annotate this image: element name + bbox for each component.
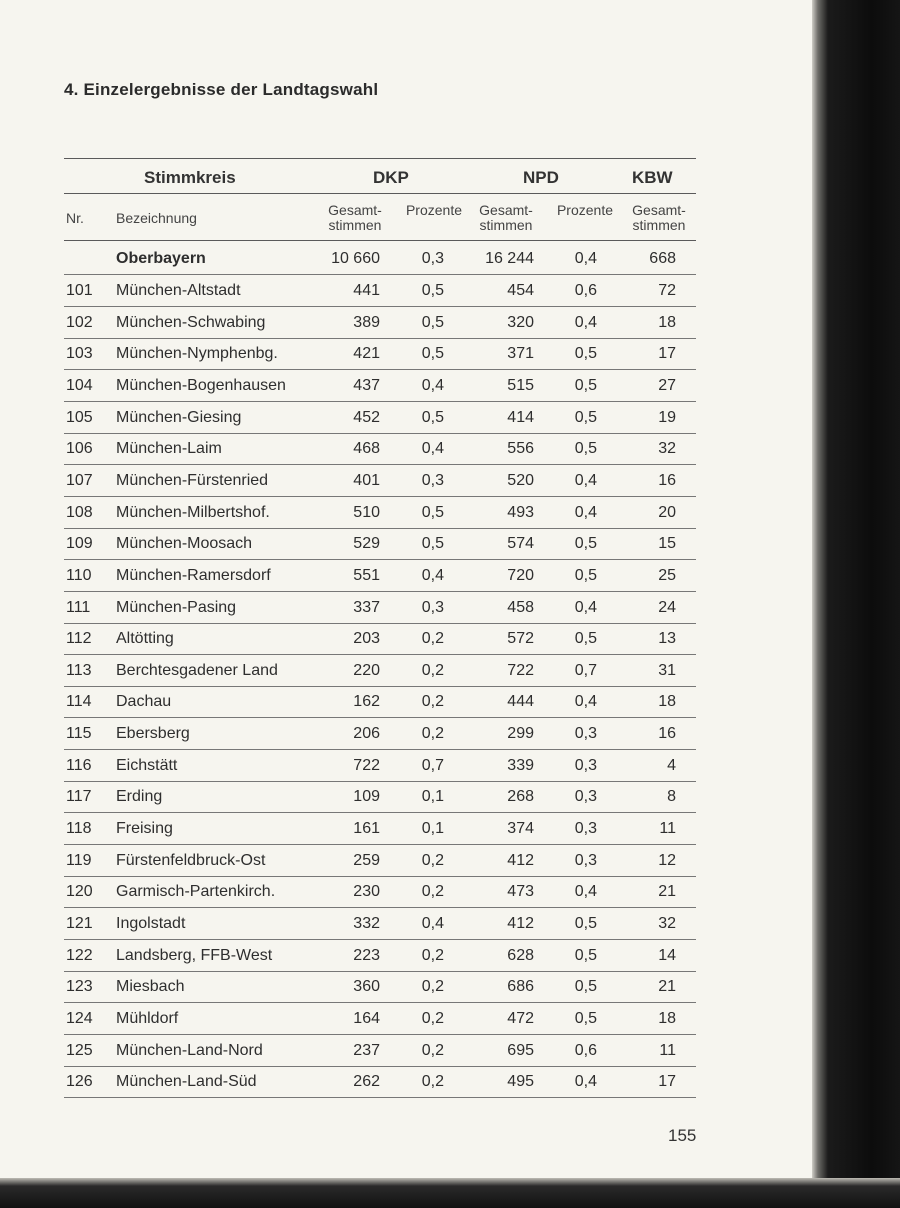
header-gesamt-line1: Gesamt- [632, 202, 686, 218]
row-divider [64, 591, 696, 592]
cell-npd-gesamt: 515 [507, 376, 534, 394]
summary-dkp-total: 10 660 [331, 250, 380, 267]
row-divider [64, 717, 696, 718]
cell-npd-prozente: 0,4 [574, 313, 597, 331]
cell-bezeichnung: Fürstenfeldbruck-Ost [116, 851, 266, 869]
cell-bezeichnung: Dachau [116, 693, 172, 711]
cell-bezeichnung: Miesbach [116, 978, 185, 996]
cell-nr: 119 [66, 851, 92, 869]
cell-dkp-prozente: 0,2 [421, 978, 444, 996]
row-divider [64, 623, 696, 624]
cell-npd-gesamt: 268 [507, 788, 534, 806]
cell-kbw-gesamt: 21 [658, 883, 676, 901]
row-divider [64, 1097, 696, 1098]
header-group-rule [64, 193, 696, 194]
cell-dkp-prozente: 0,2 [421, 946, 444, 964]
cell-nr: 124 [66, 1009, 93, 1027]
cell-npd-prozente: 0,4 [574, 693, 597, 711]
cell-kbw-gesamt: 21 [658, 978, 676, 996]
cell-npd-prozente: 0,4 [574, 471, 597, 489]
header-gesamt-line2: stimmen [328, 217, 382, 233]
cell-bezeichnung: Mühldorf [116, 1009, 179, 1027]
header-gesamt-line1: Gesamt- [479, 202, 533, 218]
row-divider [64, 433, 696, 434]
row-divider [64, 369, 696, 370]
cell-dkp-prozente: 0,2 [421, 1009, 444, 1027]
cell-dkp-prozente: 0,2 [421, 661, 444, 679]
cell-dkp-prozente: 0,5 [421, 503, 444, 521]
cell-dkp-prozente: 0,2 [421, 851, 444, 869]
cell-dkp-gesamt: 389 [353, 313, 380, 331]
cell-dkp-gesamt: 452 [353, 408, 380, 426]
cell-kbw-gesamt: 32 [658, 915, 676, 932]
cell-npd-gesamt: 574 [507, 535, 534, 553]
cell-npd-prozente: 0,4 [574, 598, 597, 616]
cell-dkp-prozente: 0,7 [421, 756, 444, 774]
header-kbw: KBW [632, 168, 673, 187]
cell-bezeichnung: München-Milbertshof. [116, 503, 270, 521]
cell-kbw-gesamt: 14 [658, 946, 676, 964]
cell-kbw-gesamt: 25 [658, 566, 676, 584]
page-title: 4. Einzelergebnisse der Landtagswahl [64, 80, 379, 99]
cell-bezeichnung: München-Nymphenbg. [116, 345, 278, 363]
cell-kbw-gesamt: 32 [658, 440, 676, 458]
cell-npd-gesamt: 412 [507, 851, 534, 869]
cell-nr: 108 [66, 503, 93, 521]
header-npd: NPD [523, 168, 559, 187]
cell-npd-prozente: 0,5 [574, 915, 597, 932]
book-spine-shadow [812, 0, 900, 1208]
cell-bezeichnung: Erding [116, 788, 163, 806]
cell-npd-gesamt: 454 [507, 282, 534, 299]
row-divider [64, 654, 696, 655]
cell-kbw-gesamt: 20 [658, 503, 676, 521]
cell-bezeichnung: München-Land-Süd [116, 1073, 257, 1091]
cell-bezeichnung: Landsberg, FFB-West [116, 946, 273, 964]
row-divider [64, 559, 696, 560]
cell-kbw-gesamt: 24 [658, 598, 676, 616]
cell-npd-gesamt: 520 [507, 471, 534, 489]
cell-kbw-gesamt: 18 [658, 1009, 676, 1027]
header-npd-prozente: Prozente [556, 202, 614, 218]
cell-npd-gesamt: 299 [507, 725, 534, 743]
cell-nr: 120 [66, 883, 93, 901]
row-divider [64, 528, 696, 529]
row-divider [64, 876, 696, 877]
cell-nr: 113 [66, 661, 92, 679]
header-bezeichnung: Bezeichnung [116, 210, 197, 226]
cell-dkp-gesamt: 337 [353, 598, 380, 616]
cell-bezeichnung: München-Fürstenried [116, 471, 269, 489]
cell-kbw-gesamt: 27 [658, 376, 676, 394]
cell-kbw-gesamt: 16 [658, 725, 676, 743]
cell-npd-prozente: 0,4 [574, 503, 597, 521]
cell-kbw-gesamt: 8 [667, 788, 676, 806]
cell-npd-gesamt: 628 [507, 946, 534, 964]
cell-dkp-gesamt: 161 [353, 820, 380, 838]
cell-nr: 104 [66, 376, 93, 394]
cell-nr: 105 [66, 408, 93, 426]
cell-npd-gesamt: 320 [507, 313, 534, 331]
cell-npd-prozente: 0,3 [574, 788, 597, 806]
cell-bezeichnung: München-Pasing [116, 598, 237, 616]
cell-bezeichnung: Eichstätt [116, 756, 178, 774]
cell-dkp-prozente: 0,5 [421, 345, 444, 363]
cell-npd-prozente: 0,5 [574, 978, 597, 996]
cell-npd-prozente: 0,5 [574, 408, 597, 426]
cell-dkp-gesamt: 223 [353, 946, 380, 964]
cell-npd-gesamt: 371 [507, 345, 534, 363]
cell-kbw-gesamt: 12 [658, 851, 676, 869]
cell-nr: 101 [66, 282, 93, 299]
row-divider [64, 1034, 696, 1035]
cell-npd-prozente: 0,4 [574, 1073, 597, 1091]
cell-dkp-gesamt: 529 [353, 535, 380, 553]
cell-dkp-prozente: 0,4 [421, 376, 444, 394]
header-stimmkreis: Stimmkreis [144, 168, 236, 187]
cell-dkp-prozente: 0,2 [421, 693, 444, 711]
cell-npd-prozente: 0,3 [574, 756, 597, 774]
header-gesamt-line1: Gesamt- [328, 202, 382, 218]
cell-dkp-prozente: 0,2 [421, 1041, 444, 1059]
cell-bezeichnung: München-Laim [116, 440, 222, 458]
cell-kbw-gesamt: 18 [658, 693, 676, 711]
cell-npd-gesamt: 556 [507, 440, 534, 458]
cell-kbw-gesamt: 17 [658, 345, 676, 363]
cell-kbw-gesamt: 17 [658, 1073, 676, 1091]
cell-dkp-prozente: 0,3 [421, 471, 444, 489]
cell-npd-gesamt: 686 [507, 978, 534, 996]
row-divider [64, 401, 696, 402]
cell-dkp-gesamt: 109 [353, 788, 380, 806]
cell-nr: 115 [66, 725, 92, 743]
summary-dkp-pct: 0,3 [421, 250, 444, 267]
cell-dkp-prozente: 0,1 [421, 820, 444, 838]
cell-npd-gesamt: 374 [507, 820, 534, 838]
cell-bezeichnung: München-Giesing [116, 408, 242, 426]
cell-bezeichnung: München-Ramersdorf [116, 566, 271, 584]
header-gesamt-line2: stimmen [479, 217, 533, 233]
cell-nr: 112 [66, 630, 92, 648]
cell-dkp-gesamt: 164 [353, 1009, 380, 1027]
cell-npd-gesamt: 339 [507, 756, 534, 774]
row-divider [64, 971, 696, 972]
cell-npd-prozente: 0,4 [574, 883, 597, 901]
header-kbw-gesamt [622, 203, 696, 233]
cell-dkp-prozente: 0,5 [421, 282, 444, 299]
cell-npd-gesamt: 572 [507, 630, 534, 648]
cell-nr: 103 [66, 345, 93, 363]
cell-dkp-prozente: 0,5 [421, 535, 444, 553]
cell-kbw-gesamt: 11 [659, 820, 676, 838]
cell-kbw-gesamt: 72 [658, 282, 676, 299]
cell-nr: 116 [66, 756, 92, 774]
header-dkp-prozente: Prozente [405, 202, 463, 218]
cell-npd-gesamt: 495 [507, 1073, 534, 1091]
cell-npd-gesamt: 493 [507, 503, 534, 521]
cell-dkp-prozente: 0,5 [421, 313, 444, 331]
cell-nr: 114 [66, 693, 92, 711]
cell-kbw-gesamt: 18 [658, 313, 676, 331]
cell-nr: 106 [66, 440, 93, 458]
cell-dkp-gesamt: 162 [353, 693, 380, 711]
cell-dkp-prozente: 0,2 [421, 630, 444, 648]
cell-bezeichnung: München-Moosach [116, 535, 253, 553]
cell-dkp-prozente: 0,4 [421, 566, 444, 584]
row-divider [64, 1002, 696, 1003]
cell-dkp-gesamt: 421 [353, 345, 380, 363]
cell-npd-prozente: 0,5 [574, 946, 597, 964]
cell-nr: 123 [66, 978, 93, 996]
row-divider [64, 1066, 696, 1067]
cell-npd-prozente: 0,6 [574, 282, 597, 299]
cell-nr: 126 [66, 1073, 93, 1091]
cell-bezeichnung: Garmisch-Partenkirch. [116, 883, 276, 901]
cell-npd-gesamt: 412 [507, 915, 534, 932]
cell-npd-prozente: 0,5 [574, 630, 597, 648]
cell-dkp-gesamt: 230 [353, 883, 380, 901]
cell-npd-prozente: 0,5 [574, 566, 597, 584]
cell-bezeichnung: München-Schwabing [116, 313, 266, 331]
cell-dkp-gesamt: 360 [353, 978, 380, 996]
cell-nr: 107 [66, 471, 93, 489]
cell-nr: 117 [66, 788, 92, 806]
header-gesamt-line2: stimmen [632, 217, 686, 233]
cell-npd-gesamt: 414 [507, 408, 534, 426]
cell-npd-prozente: 0,7 [574, 661, 597, 679]
cell-kbw-gesamt: 11 [659, 1041, 676, 1059]
cell-npd-prozente: 0,6 [574, 1041, 597, 1059]
cell-npd-gesamt: 722 [507, 661, 534, 679]
cell-dkp-prozente: 0,1 [421, 788, 444, 806]
cell-nr: 125 [66, 1041, 93, 1059]
cell-nr: 102 [66, 313, 93, 331]
row-divider [64, 844, 696, 845]
header-dkp-gesamt [320, 203, 390, 233]
cell-dkp-prozente: 0,4 [421, 440, 444, 458]
row-divider [64, 939, 696, 940]
cell-bezeichnung: München-Bogenhausen [116, 376, 286, 394]
row-divider [64, 781, 696, 782]
cell-kbw-gesamt: 15 [658, 535, 676, 553]
cell-npd-prozente: 0,3 [574, 820, 597, 838]
book-bottom-edge [0, 1178, 900, 1208]
cell-npd-gesamt: 720 [507, 566, 534, 584]
cell-bezeichnung: Ebersberg [116, 725, 190, 743]
cell-dkp-prozente: 0,3 [421, 598, 444, 616]
summary-kbw-total: 668 [649, 250, 676, 267]
cell-nr: 109 [66, 535, 93, 553]
row-divider [64, 686, 696, 687]
cell-dkp-gesamt: 437 [353, 376, 380, 394]
cell-npd-gesamt: 695 [507, 1041, 534, 1059]
cell-npd-prozente: 0,5 [574, 440, 597, 458]
header-bottom-rule [64, 240, 696, 241]
cell-dkp-gesamt: 220 [353, 661, 380, 679]
row-divider [64, 306, 696, 307]
row-divider [64, 496, 696, 497]
cell-nr: 110 [66, 566, 92, 584]
cell-dkp-gesamt: 259 [353, 851, 380, 869]
cell-bezeichnung: Altötting [116, 630, 174, 648]
cell-dkp-gesamt: 722 [353, 756, 380, 774]
cell-dkp-gesamt: 441 [353, 282, 380, 299]
cell-dkp-gesamt: 468 [353, 440, 380, 458]
cell-kbw-gesamt: 31 [658, 661, 676, 679]
cell-dkp-prozente: 0,2 [421, 883, 444, 901]
cell-dkp-prozente: 0,5 [421, 408, 444, 426]
summary-npd-total: 16 244 [485, 250, 534, 267]
header-nr: Nr. [66, 210, 84, 226]
summary-npd-pct: 0,4 [574, 250, 597, 267]
cell-bezeichnung: München-Altstadt [116, 282, 241, 299]
page-number: 155 [668, 1126, 697, 1145]
cell-nr: 122 [66, 946, 93, 964]
cell-kbw-gesamt: 13 [658, 630, 676, 648]
cell-dkp-gesamt: 262 [353, 1073, 380, 1091]
cell-nr: 121 [66, 915, 93, 932]
cell-npd-prozente: 0,5 [574, 376, 597, 394]
row-divider [64, 274, 696, 275]
cell-npd-prozente: 0,5 [574, 1009, 597, 1027]
cell-kbw-gesamt: 19 [658, 408, 676, 426]
row-divider [64, 749, 696, 750]
cell-bezeichnung: München-Land-Nord [116, 1041, 263, 1059]
cell-kbw-gesamt: 4 [667, 756, 676, 774]
cell-npd-prozente: 0,3 [574, 851, 597, 869]
cell-npd-gesamt: 458 [507, 598, 534, 616]
cell-dkp-prozente: 0,4 [421, 915, 444, 932]
cell-dkp-gesamt: 551 [353, 566, 380, 584]
cell-bezeichnung: Freising [116, 820, 173, 838]
cell-dkp-gesamt: 332 [353, 915, 380, 932]
cell-bezeichnung: Ingolstadt [116, 915, 186, 932]
cell-dkp-gesamt: 237 [353, 1041, 380, 1059]
cell-npd-prozente: 0,5 [574, 535, 597, 553]
cell-npd-gesamt: 473 [507, 883, 534, 901]
header-npd-gesamt [470, 203, 542, 233]
header-dkp: DKP [373, 168, 409, 187]
cell-dkp-gesamt: 510 [353, 503, 380, 521]
cell-npd-prozente: 0,5 [574, 345, 597, 363]
cell-nr: 111 [66, 598, 91, 616]
summary-name: Oberbayern [116, 250, 206, 267]
cell-npd-gesamt: 472 [507, 1009, 534, 1027]
row-divider [64, 464, 696, 465]
cell-dkp-gesamt: 206 [353, 725, 380, 743]
row-divider [64, 907, 696, 908]
cell-npd-gesamt: 444 [507, 693, 534, 711]
table-top-rule [64, 158, 696, 159]
row-divider [64, 338, 696, 339]
cell-npd-prozente: 0,3 [574, 725, 597, 743]
cell-dkp-gesamt: 401 [353, 471, 380, 489]
cell-dkp-gesamt: 203 [353, 630, 380, 648]
cell-bezeichnung: Berchtesgadener Land [116, 661, 278, 679]
cell-nr: 118 [66, 820, 92, 838]
row-divider [64, 812, 696, 813]
cell-dkp-prozente: 0,2 [421, 725, 444, 743]
cell-kbw-gesamt: 16 [658, 471, 676, 489]
cell-dkp-prozente: 0,2 [421, 1073, 444, 1091]
